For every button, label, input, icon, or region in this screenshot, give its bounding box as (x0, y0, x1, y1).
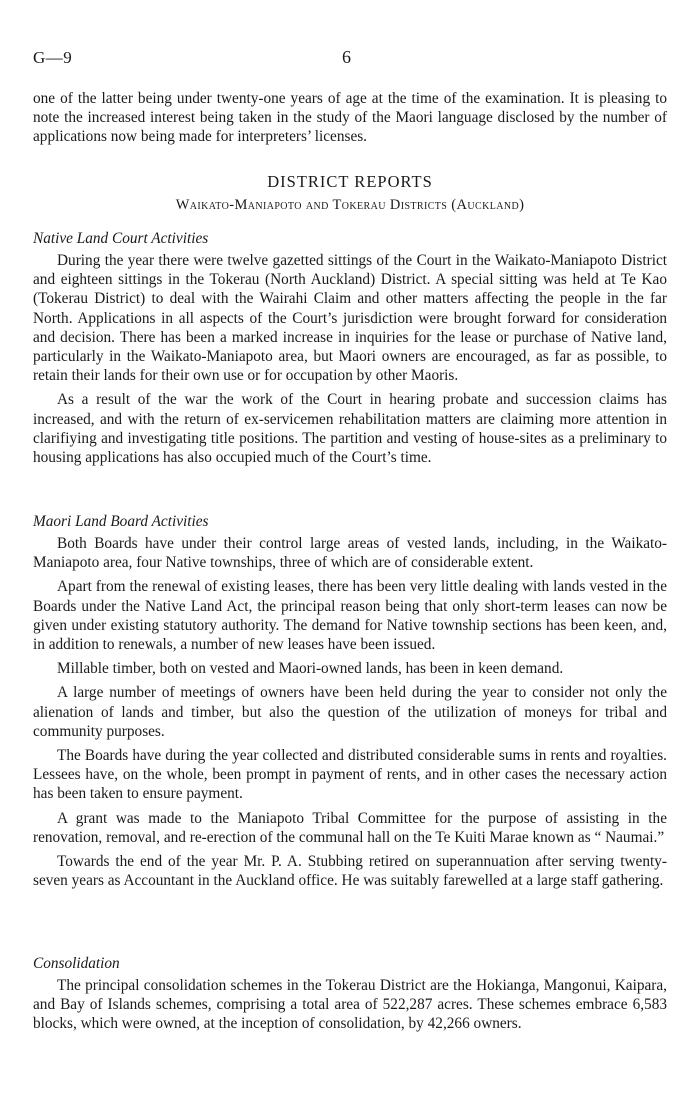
page-number: 6 (342, 47, 351, 67)
paragraph: The Boards have during the year collected and distributed considerable sums in rents and royalties. Lessees have, on the whole, been prompt in payment of rents, and in other cases the necessary action has been taken to ensure payment. (33, 747, 667, 803)
paragraph: Millable timber, both on vested and Maori-owned lands, has been in keen demand. (57, 660, 564, 678)
paragraph: During the year there were twelve gazetted sittings of the Court in the Waikato-Maniapoto District and eighteen sittings in the Tokerau (North Auckland) District. A special sitting was held at Te Kao (Tokerau District) to deal with the Wairahi Claim and other matters affecting the people in the far North. Applications in all aspects of the Court’s jurisdiction were brought forward for consideration and decision. There has been a marked increase in inquiries for the lease or purchase of Native land, particularly in the Waikato-Maniapoto area, but Maori owners are encouraged, as far as possible, to retain their lands for their own use or for occupation by other Maoris. (33, 252, 667, 385)
section-subtitle: Waikato-Maniapoto and Tokerau Districts (Auckland) (175, 197, 525, 213)
intro-text: one of the latter being under twenty-one years of age at the time of the examination. It is pleasing to note the increased interest being taken in the study of the Maori language disclosed by the number of applications now being made for interpreters’ licenses. (33, 90, 667, 146)
section-title: DISTRICT REPORTS (267, 172, 433, 191)
native-land-court-body (33, 251, 667, 467)
paragraph: Apart from the renewal of existing leases, there has been very little dealing with lands vested in the Boards under the Native Land Act, the principal reason being that only short-term leases can now be given under existing statutory authority. The demand for Native township sections has been keen, and, in addition to renewals, a number of new leases have been issued. (33, 578, 667, 654)
intro-paragraph (33, 89, 667, 147)
page-reference: G—9 (33, 48, 73, 67)
maori-land-board-heading: Maori Land Board Activities (33, 513, 209, 530)
consolidation-body (33, 976, 667, 1034)
paragraph: Both Boards have under their control large areas of vested lands, including, in the Waikato-Maniapoto area, four Native townships, three of which are of considerable extent. (33, 535, 667, 572)
paragraph: A large number of meetings of owners have been held during the year to consider not only the alienation of lands and timber, but also the question of the utilization of moneys for tribal and community purposes. (33, 684, 667, 740)
paragraph: The principal consolidation schemes in the Tokerau District are the Hokianga, Mangonui, Kaipara, and Bay of Islands schemes, comprising a total area of 522,287 acres. These schemes embrace 6,583 blocks, which were owned, at the inception of consolidation, by 42,266 owners. (33, 977, 667, 1033)
paragraph: A grant was made to the Maniapoto Tribal Committee for the purpose of assisting in the renovation, removal, and re-erection of the communal hall on the Te Kuiti Marae known as “ Naumai.” (33, 809, 667, 846)
paragraph: As a result of the war the work of the Court in hearing probate and succession claims has increased, and with the return of ex-servicemen rehabilitation matters are claiming more attention in clarifiying and investigating title positions. The partition and vesting of house-sites as a preliminary to housing applications has also occupied much of the Court’s time. (33, 391, 667, 467)
paragraph: Towards the end of the year Mr. P. A. Stubbing retired on superannuation after serving twenty-seven years as Accountant in the Auckland office. He was suitably farewelled at a large staff gathering. (33, 853, 667, 890)
consolidation-heading: Consolidation (33, 955, 120, 972)
maori-land-board-body (33, 534, 667, 890)
native-land-court-heading: Native Land Court Activities (33, 230, 209, 247)
